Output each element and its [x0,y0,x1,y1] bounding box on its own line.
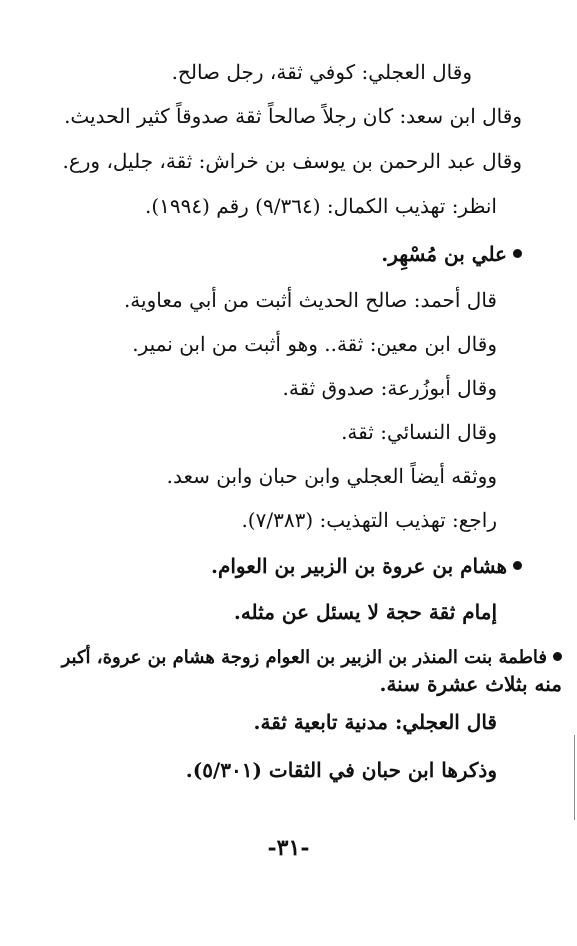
entry-heading-text: فاطمة بنت المنذر بن الزبير بن العوام زوجة هشام بن عروة، أكبر [61,647,547,668]
bullet-icon [513,561,522,570]
bullet-icon [513,249,522,258]
text-line-abu-zura: وقال أبوزُرعة: صدوق ثقة. [282,376,497,400]
scan-edge-mark [574,735,575,820]
text-line-ahmad: قال أحمد: صالح الحديث أثبت من أبي معاوية. [123,288,497,312]
page-number: -٣١- [267,835,310,861]
text-line-ijli-madaniya: قال العجلي: مدنية تابعية ثقة. [253,710,497,734]
text-line-ibn-hibban: وذكرها ابن حبان في الثقات (٥/٣٠١). [185,758,497,782]
text-line-reference-tahdhib: راجع: تهذيب التهذيب: (٧/٣٨٣). [241,508,497,532]
text-line-tawthiq: ووثقه أيضاً العجلي وابن حبان وابن سعد. [166,464,497,488]
entry-heading-hisham [211,552,522,580]
entry-heading-fatima [62,644,562,672]
text-line-ijli-kufi: وقال العجلي: كوفي ثقة، رجل صالح. [171,60,472,84]
text-line-imam-thiqa: إمام ثقة حجة لا يسئل عن مثله. [233,600,497,624]
text-line-nasai: وقال النسائي: ثقة. [341,420,497,444]
entry-heading-ali-ibn-mushir [381,240,522,268]
text-line-ibn-main: وقال ابن معين: ثقة.. وهو أثبت من ابن نمير. [132,332,497,356]
entry-heading-text: هشام بن عروة بن الزبير بن العوام. [211,554,507,578]
text-line-reference-kamal: انظر: تهذيب الكمال: (٩/٣٦٤) رقم (١٩٩٤). [144,194,497,218]
text-line-ibn-saad: وقال ابن سعد: كان رجلاً صالحاً ثقة صدوقاً كثير الحديث. [64,104,522,128]
bullet-icon [553,652,562,661]
text-line-fatima-age: منه بثلاث عشرة سنة. [379,672,562,696]
text-line-ibn-khirash: وقال عبد الرحمن بن يوسف بن خراش: ثقة، جليل، ورع. [62,149,522,173]
entry-heading-text: علي بن مُسْهِر. [381,242,507,266]
